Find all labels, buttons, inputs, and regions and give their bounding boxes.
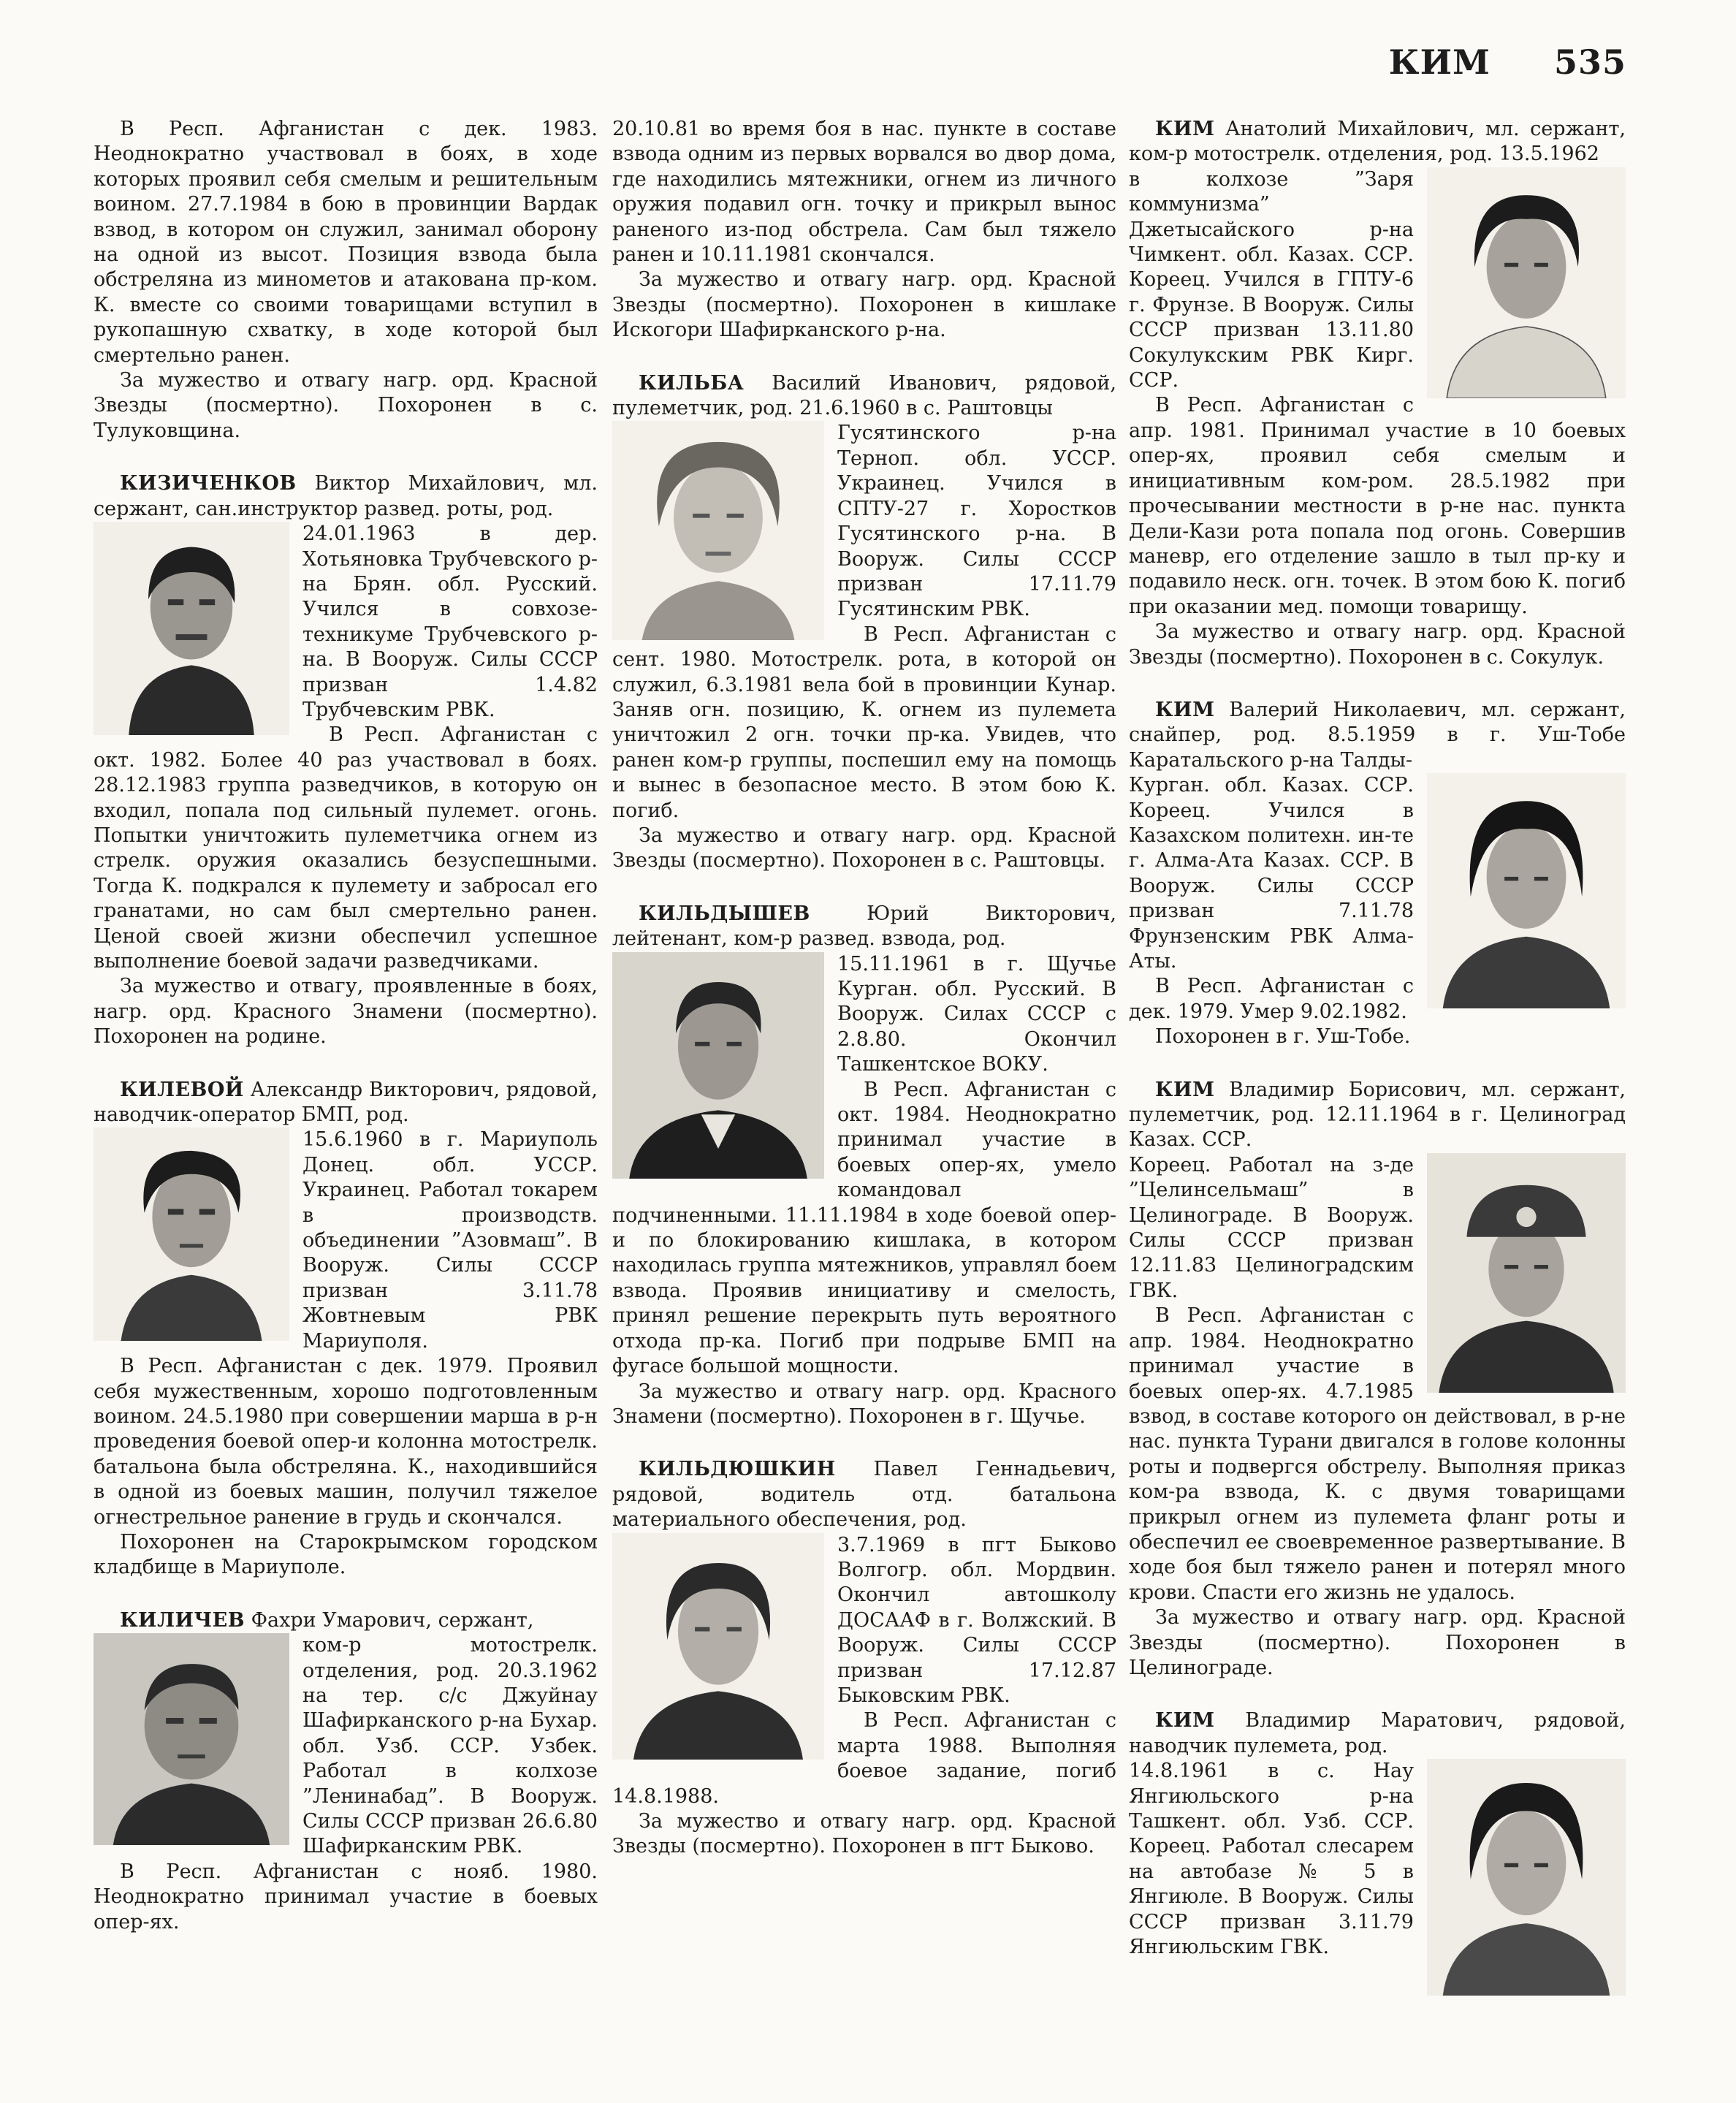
portrait-photo [612, 421, 824, 640]
entry-burial: Похоронен в г. Уш-Тобе. [1155, 1025, 1411, 1049]
entry-bio: 15.11.1961 в г. Щучье Курган. обл. Русский. В Вооруж. Силах СССР с 2.8.80. Окончил Ташкентское ВОКУ. [837, 952, 1116, 1076]
entry-bio: 24.01.1963 в дер. Хотьяновка Трубчевского р-на Брян. обл. Русский. Учился в совхозе-техникуме Трубчевского р-на. В Вооруж. Силы СССР призван 1.4.82 Трубчевским РВК. [302, 522, 598, 721]
entry-intro: Владимир Маратович, рядовой, наводчик пулемета, род. [1129, 1709, 1626, 1757]
entry-intro: Павел Геннадьевич, рядовой, водитель отд. батальона материального обеспечения, род. [612, 1458, 1116, 1532]
entry-surname: КИМ [1155, 118, 1215, 140]
entry-kildyushkin [612, 1457, 1116, 1860]
entry-award: За мужество и отвагу нагр. орд. Красной Звезды (посмертно). Похоронен в с. Тулуковщина. [94, 369, 598, 442]
entry-bio: в колхозе ”Заря коммунизма” Джетысайского р-на Чимкент. обл. Казах. ССР. Кореец. Учился в ГПТУ-6 г. Фрунзе. В Вооруж. Силы СССР призван 13.11.80 Сокулукским РВК Кирг. ССР. [1129, 167, 1414, 392]
entry-award: За мужество и отвагу нагр. орд. Красной Звезды (посмертно). Похоронен в кишлаке Искогори Шафирканского р-на. [612, 268, 1116, 342]
entry-surname: КИМ [1155, 698, 1215, 721]
entry-surname: КИЛЬБА [639, 371, 745, 395]
entry-award: За мужество и отвагу нагр. орд. Красной Звезды (посмертно). Похоронен в с. Раштовцы. [612, 824, 1116, 872]
entry-intro: Александр Викторович, рядовой, наводчик-оператор БМП, род. [94, 1078, 598, 1127]
entry-intro: Валерий Николаевич, мл. сержант, снайпер, род. 8.5.1959 в г. Уш-Тобе Каратальского р-на Талды- [1129, 698, 1626, 772]
entry-bio: Кореец. Работал на з-де ”Целинсельмаш” в Целинограде. В Вооруж. Силы СССР призван 12.11.83 Целиноградским ГВК. [1129, 1153, 1414, 1302]
portrait-photo [1427, 773, 1626, 1008]
entry-continuation [94, 117, 598, 444]
entry-surname: КИЛИЧЕВ [120, 1608, 245, 1632]
entry-service: В Респ. Афганистан с апр. 1984. Неоднократно принимал участие в боевых опер-ях. 4.7.1985 взвод, в составе которого он действовал, в р-не нас. пункта Турани двигался в голове колонны роты и подвергся обстрелу. Выполняя приказ ком-ра взвода, К. с двумя товарищами прикрыл огнем из пулемета фланг роты и обеспечил ее своевременное развертывание. В ходе боя был тяжело ранен и потерял много крови. Спасти его жизнь не удалось. [1129, 1304, 1626, 1604]
entry-service: В Респ. Афганистан с дек. 1979. Проявил себя мужественным, хорошо подготовленным воином. 24.5.1980 при совершении марша в р-н проведения боевой опер-и колонна мотострелк. батальона была обстреляна. К., находившийся в одной из боевых машин, получил тяжелое огнестрельное ранение в грудь и скончался. [94, 1355, 598, 1529]
entry-intro: Владимир Борисович, мл. сержант, пулеметчик, род. 12.11.1964 в г. Целиноград Казах. ССР. [1129, 1078, 1626, 1152]
entry-kilba [612, 371, 1116, 874]
entry-surname: КИЛЬДЮШКИН [639, 1458, 836, 1481]
entry-bio: 3.7.1969 в пгт Быково Волгогр. обл. Мордвин. Окончил автошколу ДОСААФ в г. Волжский. В Вооруж. Силы СССР призван 17.12.87 Быковским РВК. [837, 1533, 1116, 1707]
entry-kim-vladimir-m [1129, 1708, 1626, 2000]
entry-surname: КИЛЕВОЙ [120, 1078, 244, 1101]
entry-kizichenkov [94, 471, 598, 1049]
entry-service: В Респ. Афганистан с марта 1988. Выполняя боевое задание, погиб 14.8.1988. [612, 1709, 1116, 1808]
entry-service: В Респ. Афганистан с дек. 1979. Умер 9.02.1982. [1129, 975, 1414, 1023]
entry-kilevoy [94, 1078, 598, 1581]
column-left [94, 117, 598, 1963]
entry-bio: 14.8.1961 в с. Нау Янгиюльского р-на Ташкент. обл. Узб. ССР. Кореец. Работал слесарем на автобазе № 5 в Янгиюле. В Вооруж. Силы СССР призван 3.11.79 Янгиюльским ГВК. [1129, 1760, 1414, 1959]
entry-continuation [612, 117, 1116, 343]
entry-award: За мужество и отвагу нагр. орд. Красной Звезды (посмертно). Похоронен в Целинограде. [1129, 1606, 1626, 1679]
entry-intro: Фахри Умарович, сержант, [251, 1608, 534, 1632]
entry-award: За мужество и отвагу, проявленные в боях, нагр. орд. Красного Знамени (посмертно). Похоронен на родине. [94, 975, 598, 1049]
page-number: 535 [1553, 42, 1626, 82]
entry-bio: Гусятинского р-на Терноп. обл. УССР. Украинец. Учился в СПТУ-27 г. Хоростков Гусятинского р-на. В Вооруж. Силы СССР призван 17.11.79 Гусятинским РВК. [837, 422, 1116, 621]
entry-surname: КИЗИЧЕНКОВ [120, 472, 297, 495]
entry-surname: КИМ [1155, 1709, 1215, 1733]
entry-bio: 15.6.1960 в г. Мариуполь Донец. обл. УССР. Украинец. Работал токарем в производств. объединении ”Азовмаш”. В Вооруж. Силы СССР призван 3.11.78 Жовтневым РВК Мариуполя. [302, 1128, 598, 1353]
entry-kim-anatoly [1129, 117, 1626, 670]
entry-award: За мужество и отвагу нагр. орд. Красной Звезды (посмертно). Похоронен в с. Сокулук. [1129, 620, 1626, 669]
portrait-photo [94, 1633, 289, 1845]
column-right [1129, 117, 1626, 2028]
entry-kilichev [94, 1608, 598, 1935]
entry-service: В Респ. Афганистан с окт. 1984. Неоднократно принимал участие в боевых опер-ях, умело командовал подчиненными. 11.11.1984 в ходе боевой опер-и по блокированию кишлака, в котором находилась группа мятежников, управлял боем взвода. Проявив инициативу и смелость, принял решение перекрыть путь вероятного отхода пр-ка. Погиб при подрыве БМП на фугасе большой мощности. [612, 1078, 1116, 1378]
entry-burial: Похоронен на Старокрымском городском кладбище в Мариуполе. [94, 1530, 598, 1579]
entry-service: В Респ. Афганистан с апр. 1981. Принимал участие в 10 боевых опер-ях, проявил себя смелым и инициативным ком-ром. 28.5.1982 при прочесывании местности в р-не нас. пункта Дели-Кази рота попала под огонь. Совершив маневр, его отделение зашло в тыл пр-ку и подавило неск. огн. точек. В этом бою К. погиб при оказании мед. помощи товарищу. [1129, 394, 1626, 618]
entry-intro: Виктор Михайлович, мл. сержант, сан.инструктор развед. роты, род. [94, 472, 598, 520]
entry-service: В Респ. Афганистан с нояб. 1980. Неоднократно принимал участие в боевых опер-ях. [94, 1860, 598, 1933]
portrait-photo [1427, 1759, 1626, 1996]
entry-service: В Респ. Афганистан с окт. 1982. Более 40 раз участвовал в боях. 28.12.1983 группа разведчиков, в которую он входил, попала под сильный пулемет. огонь. Попытки уничтожить пулеметчика огнем из стрелк. оружия оказались безуспешными. Тогда К. подкрался к пулемету и забросал его гранатами, но сам был смертельно ранен. Ценой своей жизни обеспечил успешное выполнение боевой задачи разведчиками. [94, 723, 598, 973]
entry-surname: КИЛЬДЫШЕВ [639, 902, 810, 925]
entry-award: За мужество и отвагу нагр. орд. Красного Знамени (посмертно). Похоронен в г. Щучье. [612, 1380, 1116, 1428]
portrait-photo [612, 952, 824, 1179]
entry-intro: Анатолий Михайлович, мл. сержант, ком-р мотострелк. отделения, род. 13.5.1962 [1129, 118, 1626, 166]
header-word: КИМ [1388, 42, 1491, 82]
portrait-photo [94, 522, 289, 735]
portrait-photo [1427, 167, 1626, 398]
portrait-photo [612, 1533, 824, 1760]
entry-kildyshev [612, 902, 1116, 1430]
entry-intro: Юрий Викторович, лейтенант, ком-р развед. взвода, род. [612, 902, 1116, 951]
entry-intro: Василий Иванович, рядовой, пулеметчик, род. 21.6.1960 в с. Раштовцы [612, 371, 1116, 420]
entry-service: В Респ. Афганистан с сент. 1980. Мотострелк. рота, в которой он служил, 6.3.1981 вела бой в провинции Кунар. Заняв огн. позицию, К. огнем из пулемета уничтожил 2 огн. точки пр-ка. Увидев, что ранен ком-р группы, поспешил ему на помощь и вынес в безопасное место. В этом бою К. погиб. [612, 623, 1116, 822]
portrait-photo [94, 1127, 289, 1341]
running-head [1188, 42, 1626, 82]
entry-bio: ком-р мотострелк. отделения, род. 20.3.1962 на тер. с/с Джуйнау Шафирканского р-на Бухар. обл. Узб. ССР. Узбек. Работал в колхозе ”Ленинабад”. В Вооруж. Силы СССР призван 26.6.80 Шафирканским РВК. [302, 1634, 598, 1858]
entry-award: За мужество и отвагу нагр. орд. Красной Звезды (посмертно). Похоронен в пгт Быково. [612, 1810, 1116, 1858]
portrait-photo [1427, 1153, 1626, 1393]
entry-text: В Респ. Афганистан с дек. 1983. Неоднократно участвовал в боях, в ходе которых проявил себя смелым и решительным воином. 27.7.1984 в бою в провинции Вардак взвод, в котором он служил, занимал оборону на одной из высот. Позиция взвода была обстреляна из минометов и атакована пр-ком. К. вместе со своими товарищами вступил в рукопашную схватку, в ходе которой был смертельно ранен. [94, 118, 598, 367]
column-middle [612, 117, 1116, 1887]
entry-surname: КИМ [1155, 1078, 1215, 1101]
entry-kim-vladimir-b [1129, 1078, 1626, 1681]
entry-bio: Курган. обл. Казах. ССР. Кореец. Учился в Казахском политехн. ин-те г. Алма-Ата Казах. ССР. В Вооруж. Силы СССР призван 7.11.78 Фрунзенским РВК Алма-Аты. [1129, 774, 1414, 973]
entry-kim-valery [1129, 698, 1626, 1050]
entry-text: 20.10.81 во время боя в нас. пункте в составе взвода одним из первых ворвался во двор дома, где находились мятежники, огнем из личного оружия подавил огн. точку и прикрыл вынос раненого из-под обстрела. Сам был тяжело ранен и 10.11.1981 скончался. [612, 118, 1116, 267]
